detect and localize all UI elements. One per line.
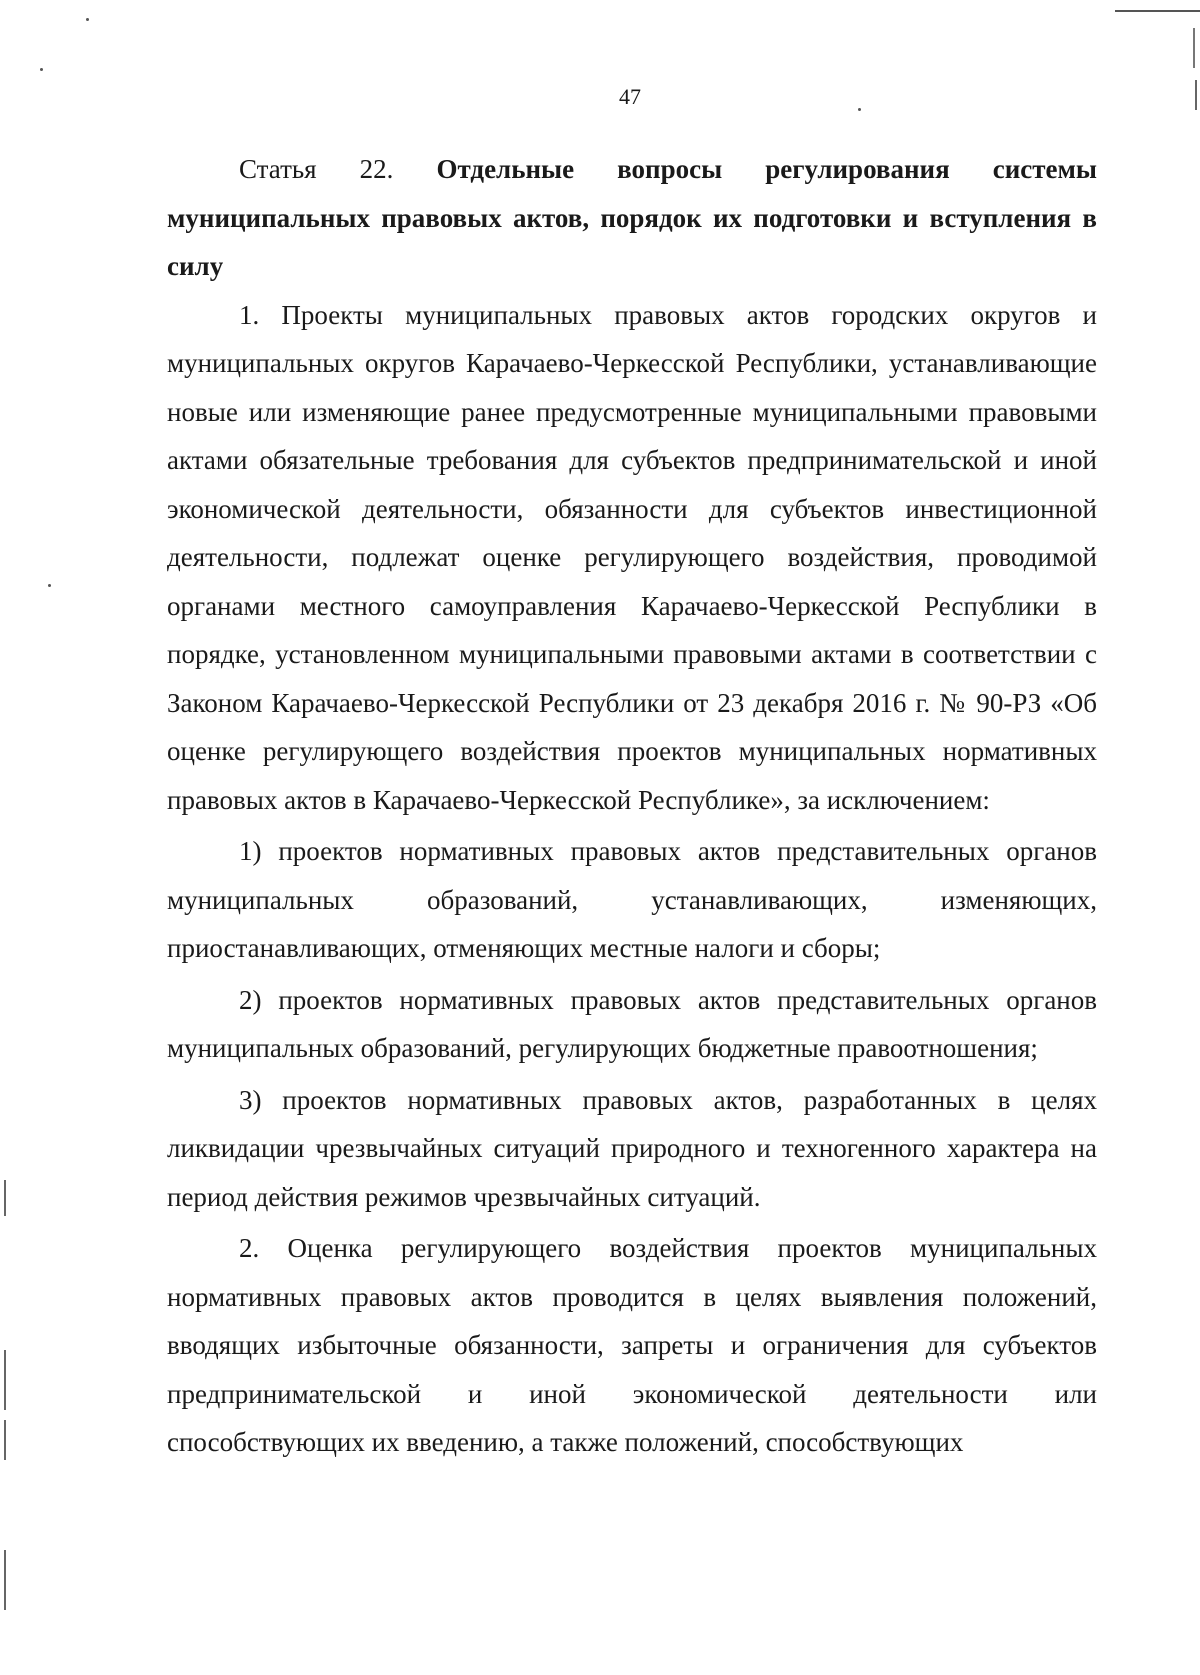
paragraph-2: 2. Оценка регулирующего воздействия проектов муниципальных нормативных правовых актов проводится в целях выявления положений, вводящих избыточные обязанности, запреты и ограничения для субъектов предпринимательской и иной экономической деятельности или способствующих их введению, а также положений, способствующих xyxy=(167,1233,1097,1457)
document-body xyxy=(167,145,1097,1467)
scan-speck xyxy=(86,18,89,21)
scan-edge-mark xyxy=(4,1550,6,1610)
page-number: 47 xyxy=(619,84,641,109)
scan-edge-mark xyxy=(4,1350,6,1410)
list-item-1: 1) проектов нормативных правовых актов представительных органов муниципальных образований, устанавливающих, изменяющих, приостанавливающих, отменяющих местные налоги и сборы; xyxy=(167,836,1097,963)
article-title: Отдельные вопросы регулирования системы муниципальных правовых актов, порядок их подготовки и вступления в силу xyxy=(167,154,1098,281)
paragraph-1: 1. Проекты муниципальных правовых актов городских округов и муниципальных округов Карачаево-Черкесской Республики, устанавливающие новые или изменяющие ранее предусмотренные муниципальными правовыми актами обязательные требования для субъектов предпринимательской и иной экономической деятельности, обязанности для субъектов инвестиционной деятельности, подлежат оценке регулирующего воздействия, проводимой органами местного самоуправления Карачаево-Черкесской Республики в порядке, установленном муниципальными правовыми актами в соответствии с Законом Карачаево-Черкесской Республики от 23 декабря 2016 г. № 90-РЗ «Об оценке регулирующего воздействия проектов муниципальных нормативных правовых актов в Карачаево-Черкесской Республике», за исключением: xyxy=(167,299,1097,815)
scan-speck xyxy=(48,584,51,587)
article-heading xyxy=(167,145,1097,291)
scan-edge-mark xyxy=(4,1420,6,1460)
scan-edge-mark xyxy=(1193,28,1195,68)
list-item-2: 2) проектов нормативных правовых актов представительных органов муниципальных образований, регулирующих бюджетные правоотношения; xyxy=(167,984,1097,1063)
scan-edge-line xyxy=(1115,10,1200,12)
scan-edge-mark xyxy=(4,1180,6,1216)
article-number: Статья 22. xyxy=(239,154,394,184)
list-item-3: 3) проектов нормативных правовых актов, разработанных в целях ликвидации чрезвычайных ситуаций природного и техногенного характера на период действия режимов чрезвычайных ситуаций. xyxy=(167,1084,1097,1212)
scan-speck xyxy=(40,68,43,71)
